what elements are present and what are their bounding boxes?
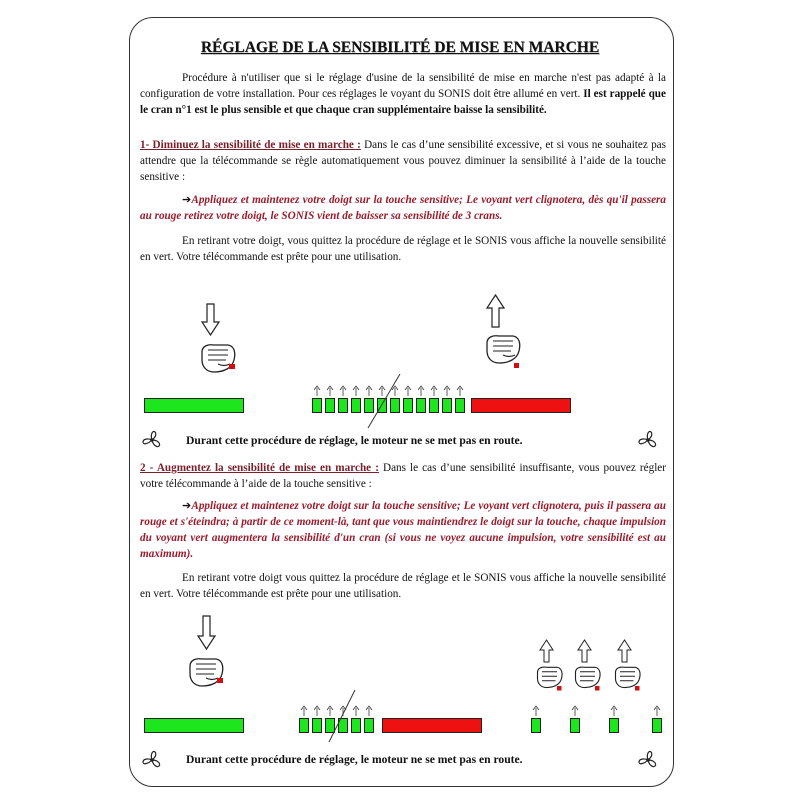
diagram2-release-figure-1 xyxy=(536,638,566,694)
finger-press-icon xyxy=(190,659,223,686)
slash-mark xyxy=(329,690,355,742)
section2-instruction xyxy=(140,498,666,562)
finger-press-icon xyxy=(576,667,601,690)
slash-mark xyxy=(368,374,400,428)
led-pulse-increment xyxy=(570,718,580,733)
arrow-up-icon xyxy=(618,640,631,662)
arrow-down-icon xyxy=(202,304,219,335)
pulse-tick-icon xyxy=(301,706,372,716)
pulse-ticks-3 xyxy=(529,704,669,718)
section1-instruction-text: Appliquez et maintenez votre doigt sur la touche sensitive; Le voyant vert clignotera, dès qu'il passera au rouge retirez votre doigt, le SONIS vient de baisser sa sensibilité de 3 crans. xyxy=(140,194,666,222)
finger-press-icon xyxy=(202,345,235,372)
led-pulse-increment xyxy=(609,718,619,733)
section2-result: En retirant votre doigt vous quittez la procédure de réglage et le SONIS vous affiche la nouvelle sensibilité en vert. Votre télécommande est prête pour une utilisation. xyxy=(140,572,666,600)
section1-heading: 1- Diminuez la sensibilité de mise en marche : xyxy=(140,139,361,151)
pulse-tick-icon xyxy=(314,386,463,396)
fan-icon xyxy=(636,748,660,772)
led-green-steady xyxy=(144,398,244,413)
led-red-steady xyxy=(471,398,571,413)
diagram1-release-figure xyxy=(485,293,535,383)
intro-paragraph xyxy=(140,70,666,118)
arrow-up-icon xyxy=(487,295,504,327)
pulse-ticks-2 xyxy=(297,688,377,746)
diagram2-press-figure xyxy=(188,614,238,694)
section1-warning: Durant cette procédure de réglage, le moteur ne se met pas en route. xyxy=(186,434,523,447)
section1-result: En retirant votre doigt, vous quittez la procédure de réglage et le SONIS vous affiche la nouvelle sensibilité en vert. Votre télécommande est prête pour une utilisation. xyxy=(140,235,666,263)
right-arrow-icon: ➔ xyxy=(182,194,192,206)
diagram1-press-figure xyxy=(200,300,250,380)
diagram2-release-figure-2 xyxy=(574,638,604,694)
fan-icon xyxy=(636,428,660,452)
pulse-ticks-1 xyxy=(310,372,480,430)
led-red-steady xyxy=(382,718,482,733)
intro-text: Procédure à n'utiliser que si le réglage d'usine de la sensibilité de mise en marche n'est pas adapté à la configuration de votre installation. Pour ces réglages le voyant du SONIS doit être allumé en vert. xyxy=(140,72,666,100)
led-green-steady xyxy=(144,718,244,733)
arrow-down-icon xyxy=(198,616,215,649)
arrow-up-icon xyxy=(540,640,553,662)
section1-instruction xyxy=(140,192,666,224)
section1-text: Dans le cas d’une sensibilité excessive, et si vous ne souhaitez pas attendre que la télécommande se règle automatiquement vous pouvez diminuer la sensibilité à l’aide de la touche sensitive : xyxy=(140,139,666,183)
led-pulse-increment xyxy=(531,718,541,733)
diagram2-release-figure-3 xyxy=(612,638,646,694)
fan-icon xyxy=(140,428,164,452)
pulse-tick-icon xyxy=(533,706,660,716)
section2-heading: 2 - Augmentez la sensibilité de mise en marche : xyxy=(140,462,379,474)
finger-press-icon xyxy=(487,336,520,368)
page-title: RÉGLAGE DE LA SENSIBILITÉ DE MISE EN MARCHE xyxy=(200,39,600,56)
finger-press-icon xyxy=(616,667,641,690)
led-pulse-increment xyxy=(652,718,662,733)
section2-warning: Durant cette procédure de réglage, le moteur ne se met pas en route. xyxy=(186,753,523,766)
section2-text: Dans le cas d’une sensibilité insuffisante, vous pouvez régler votre télécommande à l’aide de la touche sensitive : xyxy=(140,462,666,490)
finger-press-icon xyxy=(538,667,563,690)
section1-paragraph xyxy=(140,137,666,185)
intro-bold-note: Il est rappelé que le cran n°1 est le plus sensible et que chaque cran supplémentaire baisse la sensibilité. xyxy=(140,88,666,116)
section2-instruction-text: Appliquez et maintenez votre doigt sur la touche sensitive; Le voyant vert clignotera, puis il passera au rouge et s'éteindra; à partir de ce moment-là, tant que vous maintiendrez le doigt sur la touche, chaque impulsion du voyant vert augmentera la sensibilité d'un cran (si vous ne voyez aucune impulsion, votre sensibilité est au maximum). xyxy=(140,500,666,560)
right-arrow-icon: ➔ xyxy=(182,500,192,512)
section2-paragraph xyxy=(140,460,666,492)
fan-icon xyxy=(140,748,164,772)
arrow-up-icon xyxy=(578,640,591,662)
